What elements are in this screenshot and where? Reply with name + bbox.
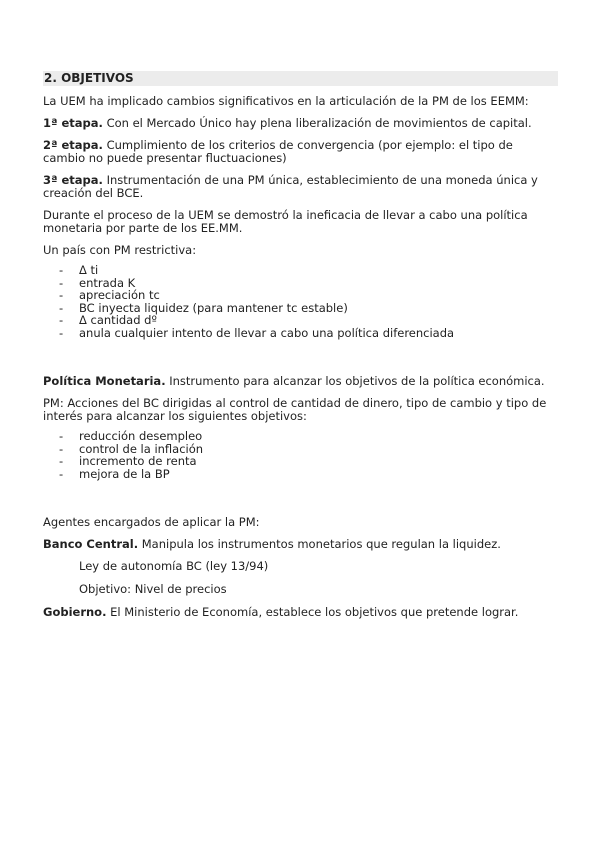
pm-definition-label: Política Monetaria. <box>43 374 166 388</box>
central-bank-text: Manipula los instrumentos monetarios que regulan la liquidez. <box>138 537 501 551</box>
restrictive-list <box>43 264 558 339</box>
government-label: Gobierno. <box>43 605 107 619</box>
pm-actions-paragraph: PM: Acciones del BC dirigidas al control de cantidad de dinero, tipo de cambio y tipo de interés para alcanzar los siguientes objetivos: <box>43 396 547 423</box>
central-bank-objective: Objetivo: Nivel de precios <box>79 582 227 596</box>
uem-paragraph: Durante el proceso de la UEM se demostró la ineficacia de llevar a cabo una política monetaria por parte de los EE.MM. <box>43 208 528 235</box>
agents-intro: Agentes encargados de aplicar la PM: <box>43 515 260 529</box>
stage-2-text: Cumplimiento de los criterios de convergencia (por ejemplo: el tipo de cambio no puede presentar fluctuaciones) <box>43 138 513 165</box>
stage-1-label: 1ª etapa. <box>43 116 103 130</box>
government-text: El Ministerio de Economía, establece los objetivos que pretende lograr. <box>106 605 519 619</box>
list-item: - Δ ti <box>59 264 558 277</box>
stage-1-paragraph <box>43 117 558 130</box>
intro-paragraph: La UEM ha implicado cambios significativos en la articulación de la PM de los EEMM: <box>43 94 529 108</box>
list-item: - Δ cantidad dº <box>59 314 558 327</box>
pm-definition-paragraph <box>43 375 558 388</box>
list-item: - apreciación tc <box>59 289 558 302</box>
list-item: - entrada K <box>59 277 558 290</box>
stage-3-paragraph <box>43 174 558 200</box>
stage-2-paragraph <box>43 139 558 165</box>
central-bank-law: Ley de autonomía BC (ley 13/94) <box>79 559 269 573</box>
government-paragraph <box>43 606 558 619</box>
spacer <box>43 348 558 375</box>
stage-3-text: Instrumentación de una PM única, establecimiento de una moneda única y creación del BCE. <box>43 173 538 200</box>
pm-definition-text: Instrumento para alcanzar los objetivos de la política económica. <box>165 374 545 388</box>
restrictive-intro: Un país con PM restrictiva: <box>43 243 197 257</box>
list-item: - mejora de la BP <box>59 468 558 481</box>
list-item: - reducción desempleo <box>59 430 558 443</box>
list-item: - anula cualquier intento de llevar a cabo una política diferenciada <box>59 327 558 340</box>
spacer <box>43 489 558 516</box>
central-bank-label: Banco Central. <box>43 537 139 551</box>
objectives-list <box>43 430 558 480</box>
stage-3-label: 3ª etapa. <box>43 173 103 187</box>
list-item: - control de la inflación <box>59 443 558 456</box>
list-item: - incremento de renta <box>59 455 558 468</box>
document-page <box>43 71 558 628</box>
stage-1-text: Con el Mercado Único hay plena liberalización de movimientos de capital. <box>102 116 532 130</box>
central-bank-paragraph <box>43 538 558 551</box>
section-heading: 2. OBJETIVOS <box>43 71 558 86</box>
list-item: - BC inyecta liquidez (para mantener tc estable) <box>59 302 558 315</box>
stage-2-label: 2ª etapa. <box>43 138 103 152</box>
